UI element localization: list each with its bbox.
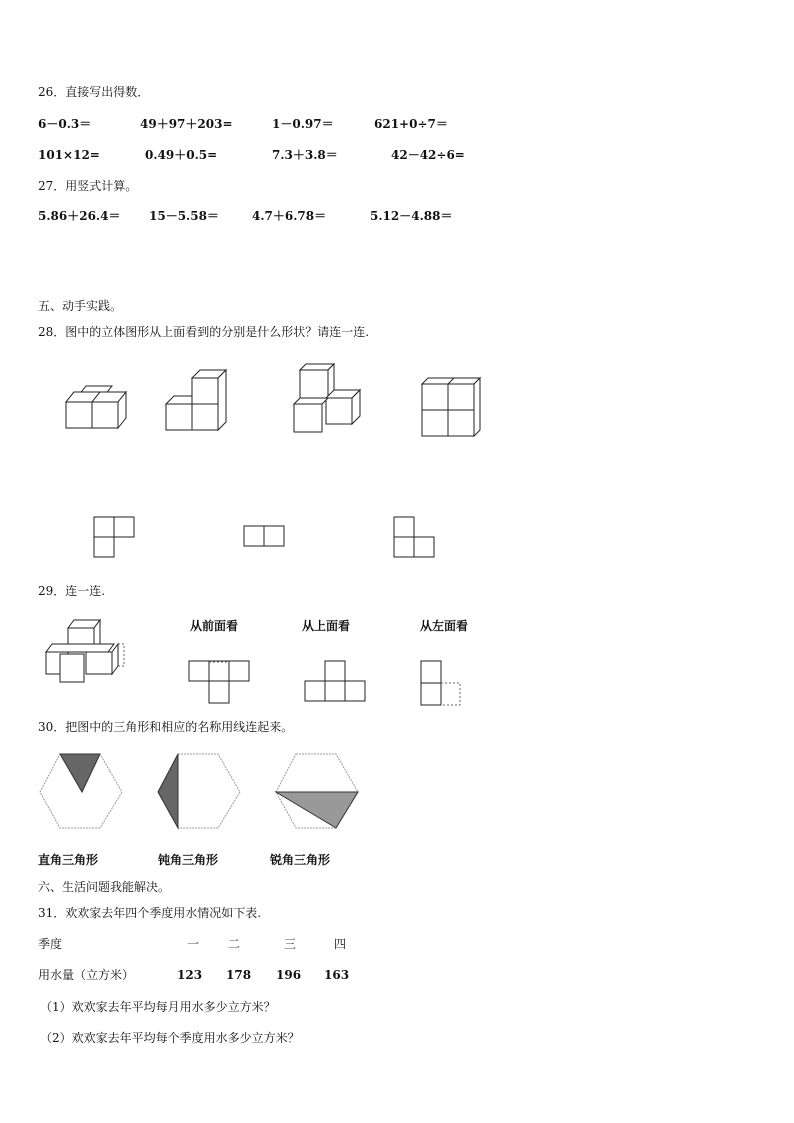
q29-front-view xyxy=(186,658,252,708)
section-5-heading: 五、动手实践。 xyxy=(38,299,123,313)
q26-title: 26．直接写出得数． xyxy=(38,85,150,99)
q28-top-view-3 xyxy=(392,515,438,561)
q31-usage-1: 123 xyxy=(177,968,203,982)
q30-name-obtuse: 钝角三角形 xyxy=(158,853,219,867)
q31-sub-question-2: （2）欢欢家去年平均每个季度用水多少立方米？ xyxy=(40,1031,300,1045)
q29-view-top-label: 从上面看 xyxy=(302,619,351,633)
q28-solid-3 xyxy=(288,364,364,436)
q30-hexagon-2 xyxy=(156,750,246,830)
q30-name-acute: 锐角三角形 xyxy=(270,853,331,867)
q31-usage-3: 196 xyxy=(276,968,302,982)
q29-view-left-label: 从左面看 xyxy=(420,619,469,633)
q28-solid-1 xyxy=(60,380,130,432)
section-6-heading: 六、生活问题我能解决。 xyxy=(38,880,171,894)
q28-solid-4 xyxy=(418,376,488,440)
q29-view-front-label: 从前面看 xyxy=(190,619,239,633)
q26-expr-8: 42－42÷6= xyxy=(391,148,465,162)
q26-expr-2: 49＋97＋203= xyxy=(140,117,233,131)
q26-expr-4: 621+0÷7＝ xyxy=(374,117,448,131)
q31-season-label: 季度 xyxy=(38,937,63,951)
q31-title: 31．欢欢家去年四个季度用水情况如下表. xyxy=(38,906,262,920)
q27-expr-1: 5.86＋26.4＝ xyxy=(38,209,121,223)
q27-expr-2: 15－5.58＝ xyxy=(149,209,219,223)
q31-usage-label: 用水量（立方米） xyxy=(38,968,135,982)
q28-title: 28．图中的立体图形从上面看到的分别是什么形状？请连一连. xyxy=(38,325,370,339)
q28-solid-2 xyxy=(160,368,230,434)
q29-solid xyxy=(40,614,140,686)
q31-usage-4: 163 xyxy=(324,968,350,982)
q30-title: 30．把图中的三角形和相应的名称用线连起来。 xyxy=(38,720,294,734)
q26-expr-3: 1－0.97＝ xyxy=(272,117,334,131)
q26-expr-7: 7.3＋3.8＝ xyxy=(272,148,338,162)
q30-hexagon-3 xyxy=(274,750,364,830)
q26-expr-6: 0.49＋0.5= xyxy=(145,148,218,162)
q31-season-1: 一 xyxy=(187,937,200,951)
q31-usage-2: 178 xyxy=(226,968,252,982)
q29-left-view xyxy=(418,658,468,708)
q29-title: 29．连一连. xyxy=(38,584,106,598)
q31-sub-question-1: （1）欢欢家去年平均每月用水多少立方米？ xyxy=(40,1000,276,1014)
q27-expr-3: 4.7＋6.78＝ xyxy=(252,209,327,223)
q26-expr-1: 6－0.3＝ xyxy=(38,117,92,131)
q28-top-view-2 xyxy=(242,524,288,550)
q29-top-view xyxy=(302,658,370,708)
q30-hexagon-1 xyxy=(38,750,128,830)
q31-season-3: 三 xyxy=(284,937,297,951)
q30-name-right: 直角三角形 xyxy=(38,853,99,867)
q27-title: 27．用竖式计算。 xyxy=(38,179,138,193)
q27-expr-4: 5.12－4.88＝ xyxy=(370,209,453,223)
q31-season-4: 四 xyxy=(334,937,347,951)
q26-expr-5: 101×12= xyxy=(38,148,100,162)
q31-season-2: 二 xyxy=(228,937,241,951)
q28-top-view-1 xyxy=(92,515,138,561)
